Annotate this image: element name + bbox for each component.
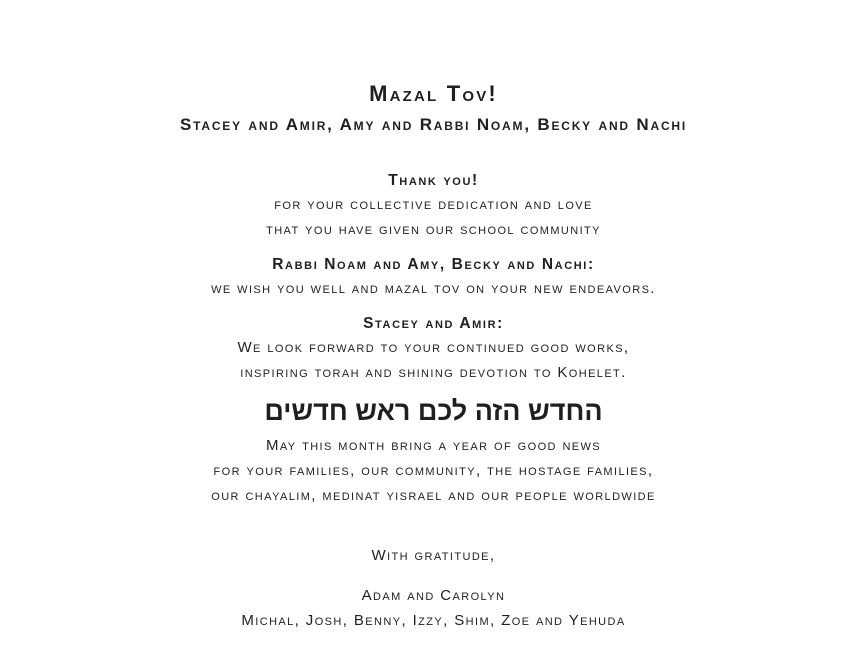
closing-salutation: With gratitude, [371,546,496,564]
blessing-line-2: for your families, our community, the hostage families, [213,462,654,480]
hebrew-blessing-line: החדש הזה לכם ראש חדשים [264,395,603,426]
farewell-line-1: we wish you well and mazal tov on your new endeavors. [211,280,656,297]
thanks-heading: Thank you! [388,171,479,189]
honorees-line: Stacey and Amir, Amy and Rabbi Noam, Becky and Nachi [179,114,688,134]
signature-line-2: Michal, Josh, Benny, Izzy, Shim, Zoe and Yehuda [241,612,626,630]
card-title: Mazal Tov! [369,81,498,106]
thanks-line-1: for your collective dedication and love [274,196,593,214]
blessing-line-3: our chayalim, medinat yisrael and our people worldwide [211,486,656,504]
signature-line-1: Adam and Carolyn [361,587,506,605]
farewell-heading: Rabbi Noam and Amy, Becky and Nachi: [272,255,595,273]
continued-line-2: inspiring torah and shining devotion to Kohelet. [240,363,627,381]
continued-heading: Stacey and Amir: [363,314,504,332]
continued-line-1: We look forward to your continued good works, [237,339,630,357]
blessing-line-1: May this month bring a year of good news [265,437,602,455]
thanks-line-2: that you have given our school community [266,220,601,238]
